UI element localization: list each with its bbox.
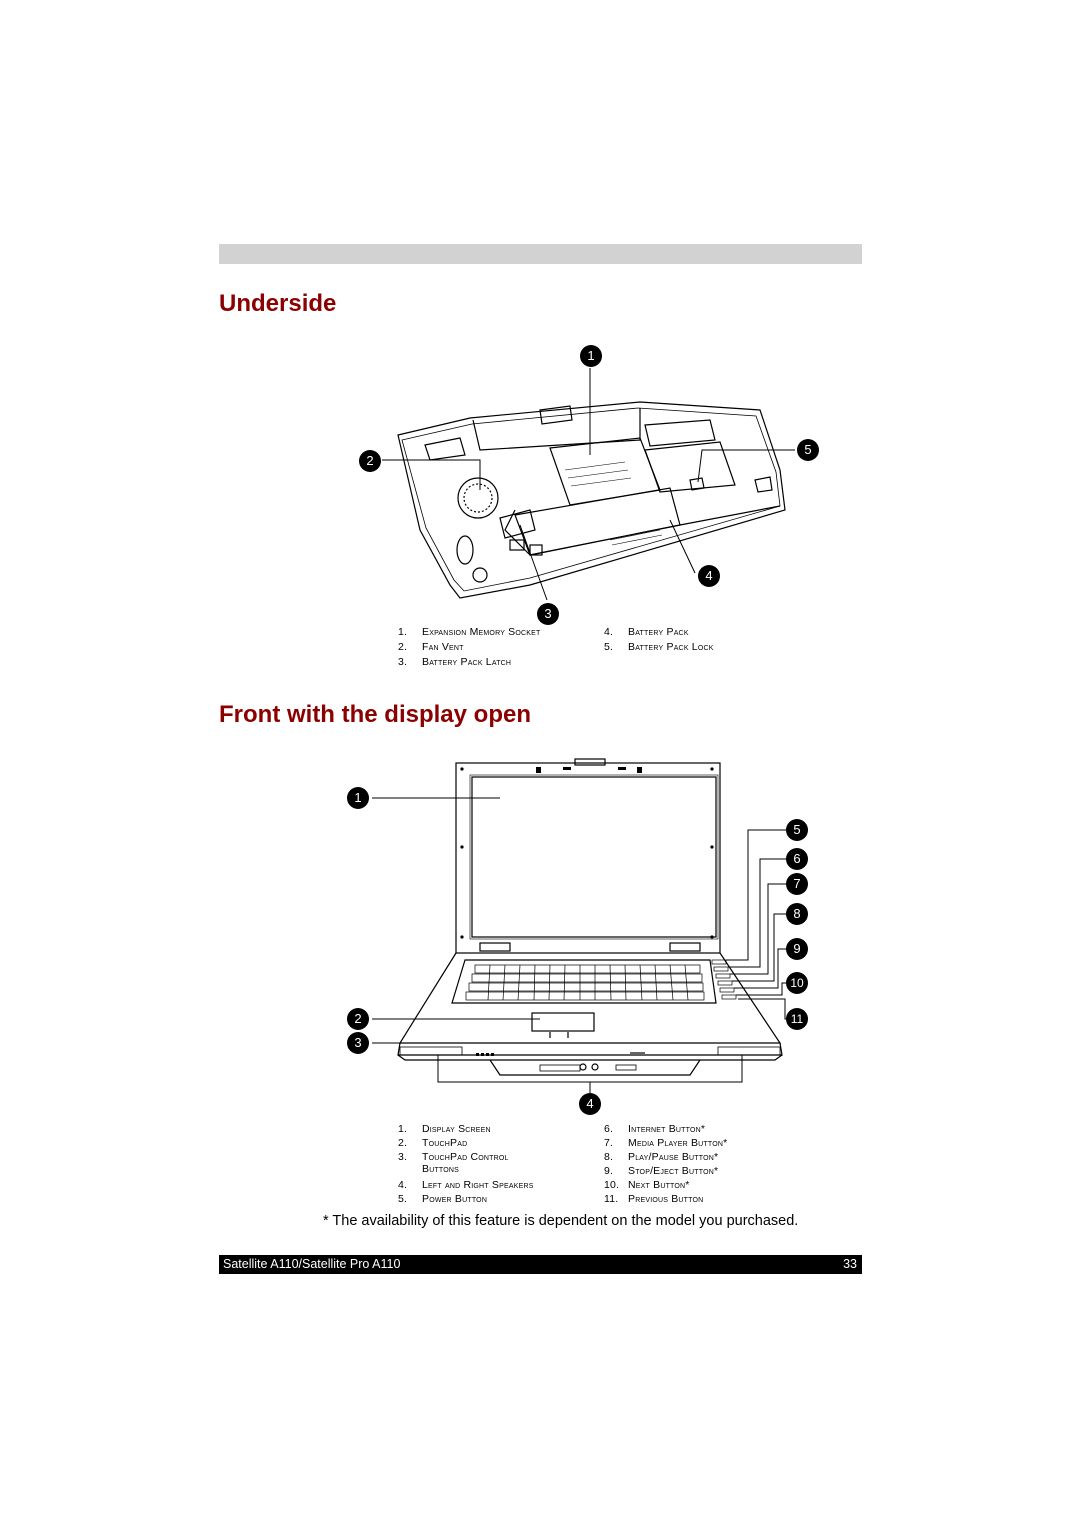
front-callout-9: 9 [786,938,808,960]
legend-item: 8. Play/Pause Button* [604,1151,719,1163]
legend-item: 1. Display Screen [398,1123,491,1135]
page-number: 33 [843,1257,857,1271]
legend-item: 3. Battery Pack Latch [398,656,512,668]
callout-2: 2 [359,450,381,472]
legend-item: 10. Next Button* [604,1179,690,1191]
front-callout-1: 1 [347,787,369,809]
callout-5: 5 [797,439,819,461]
footer-product: Satellite A110/Satellite Pro A110 [223,1257,401,1271]
callout-3: 3 [537,603,559,625]
legend-item: 5. Power Button [398,1193,488,1205]
legend-item: 2. TouchPad [398,1137,468,1149]
legend-item: 1. Expansion Memory Socket [398,626,541,638]
section-title-underside: Underside [219,290,337,317]
legend-item: 4. Left and Right Speakers [398,1179,534,1191]
legend-item: 5. Battery Pack Lock [604,641,714,653]
underside-illustration [340,340,840,630]
section-title-front: Front with the display open [219,701,531,728]
page-footer [219,1255,862,1274]
front-callout-7: 7 [786,873,808,895]
legend-item: 7. Media Player Button* [604,1137,728,1149]
legend-item: 9. Stop/Eject Button* [604,1165,719,1177]
front-callout-8: 8 [786,903,808,925]
legend-item: 6. Internet Button* [604,1123,706,1135]
callout-1: 1 [580,345,602,367]
front-callout-6: 6 [786,848,808,870]
callout-4: 4 [698,565,720,587]
availability-note: * The availability of this feature is dependent on the model you purchased. [323,1213,799,1229]
front-callout-3: 3 [347,1032,369,1054]
front-callout-10: 10 [786,972,808,994]
front-callout-4: 4 [579,1093,601,1115]
front-callout-5: 5 [786,819,808,841]
legend-item: 11. Previous Button [604,1193,704,1205]
front-display-open-illustration [340,755,840,1095]
legend-item: 2. Fan Vent [398,641,464,653]
header-rule [219,244,862,264]
legend-item: 4. Battery Pack [604,626,689,638]
front-callout-2: 2 [347,1008,369,1030]
front-callout-11: 11 [786,1008,808,1030]
legend-item: 3. TouchPad Control Buttons [398,1151,509,1175]
